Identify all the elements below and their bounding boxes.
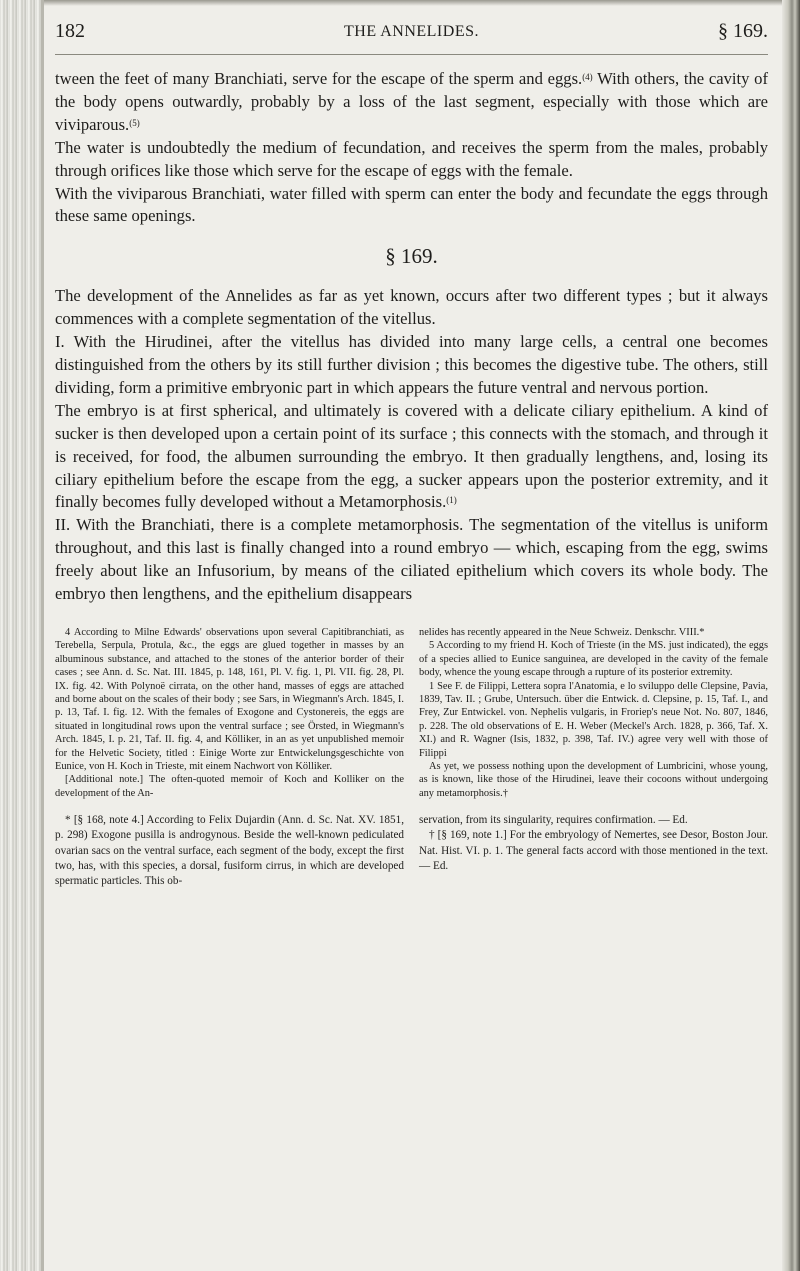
paragraph: II. With the Branchiati, there is a complete metamorphosis. The segmentation of the vitellus is uniform throughout, and this last is finally changed into a round embryo — which, escaping from the egg, swims freely about like an Infusorium, by means of the ciliated epithelium which covers its whole body. The embryo then lengthens, and the epithelium disappears: [55, 515, 768, 604]
running-title: THE ANNELIDES.: [344, 23, 479, 40]
footnote: [Additional note.] The often-quoted memoir of Koch and Kolliker on the development of the An-: [55, 774, 404, 799]
book-binding-edge: [0, 0, 44, 1271]
section-heading: § 169.: [385, 244, 438, 269]
editor-note-continuation: servation, from its singularity, requires confirmation. — Ed.: [419, 814, 688, 827]
footnote-ref: (5): [129, 117, 140, 128]
main-text: [55, 68, 768, 606]
footnote: 4 According to Milne Edwards' observations upon several Capitibranchiati, as Terebella, Serpula, Protula, &c., the eggs are glued together in masses by an albuminous substance, and attached to the stones of the anterior border of their cases ; see Ann. d. Sc. Nat. III. 1845, p. 148, 161, Pl. V. fig. 1, Pl. VII. fig. 28, Pl. IX. fig. 42. With Polynoë cirrata, on the other hand, masses of eggs are attached and borne about on the scales of their body ; see Sars, in Wiegmann's Arch. 1845, I. p. 13, Taf. I. fig. 12. With the females of Exogone and Cystonereis, the eggs are situated in longitudinal rows upon the ventral surface ; see Örsted, in Wiegmann's Arch. 1845, I. p. 21, Taf. II. fig. 4, and Kölliker, in an as yet unpublished memoir for the Helvetic Society, titled : Einige Worte zur Entwickelungsgeschichte von Eunice, von H. Koch in Trieste, mit einem Nachwort von Kölliker.: [55, 626, 404, 772]
page-number: 182: [55, 20, 85, 42]
paragraph: I. With the Hirudinei, after the vitellus has divided into many large cells, a central one becomes distinguished from the others by its still further division ; this becomes the digestive tube. The others, still dividing, form a primitive embryonic part in which appears the future ventral and nervous portion.: [55, 332, 768, 397]
page-header: [55, 20, 768, 55]
footnote-column-right: [419, 626, 768, 800]
section-reference: § 169.: [718, 20, 768, 42]
footnote-ref: (4): [582, 72, 593, 82]
editor-note-column-right: [419, 813, 768, 889]
footnote: 5 According to my friend H. Koch of Trieste (in the MS. just indicated), the eggs of a species allied to Eunice sanguinea, are developed in the cavity of the female body, whence the young escape through a rupture of its posterior extremity.: [419, 640, 768, 679]
page-top-shadow: [44, 0, 782, 6]
footnote-ref: (1): [446, 495, 457, 506]
footnote-column-left: [55, 626, 404, 800]
footnote: 1 See F. de Filippi, Lettera sopra l'Anatomia, e lo sviluppo delle Clepsine, Pavia, 1839, Tav. II. ; Grube, Untersuch. über die Entwick. d. Clepsine, p. 15, Taf. I., and Frey, Zur Entwickel. von. Nephelis vulgaris, in Froriep's neue Not. No. 807, 1846, p. 228. The old observations of E. H. Weber (Meckel's Arch. 1828, p. 366, Taf. X. XI.) and R. Wagner (Isis, 1832, p. 398, Taf. IV.) agree very well with those of Filippi: [419, 680, 768, 759]
author-footnotes: [55, 626, 768, 800]
editor-note-column-left: [55, 813, 404, 889]
footnote: As yet, we possess nothing upon the development of Lumbricini, whose young, as is known, like those of the Hirudinei, leave their cocoons without undergoing any metamorphosis.†: [419, 761, 768, 799]
page-right-edge: [782, 0, 800, 1271]
paragraph: The embryo is at first spherical, and ultimately is covered with a delicate ciliary epithelium. A kind of sucker is then developed upon a certain point of its surface ; this connects with the stomach, and through it is received, for food, the albumen surrounding the embryo. It then gradually lengthens, and, losing its ciliary epithelium before the escape from the egg, a sucker appears upon the posterior extremity, and it finally becomes fully developed without a Metamorphosis.$^{(1)}$: [55, 400, 768, 512]
editor-notes: [55, 813, 768, 889]
editor-note: † [§ 169, note 1.] For the embryology of Nemertes, see Desor, Boston Jour. Nat. Hist. VI. p. 1. The general facts accord with those mentioned in the text. — Ed.: [419, 829, 768, 872]
book-page: [55, 20, 768, 889]
paragraph: The development of the Annelides as far as yet known, occurs after two different types ; but it always commences with a complete segmentation of the vitellus.: [55, 286, 768, 329]
paragraph: The water is undoubtedly the medium of fecundation, and receives the sperm from the males, probably through orifices like those which serve for the escape of eggs with the female.: [55, 137, 768, 180]
paragraph: tween the feet of many Branchiati, serve for the escape of the sperm and eggs.$^{(4)}$ With others, the cavity of the body opens outwardly, probably by a loss of the last segment, especially with those which are viviparous.$^{(5)}$: [55, 69, 768, 134]
footnote-continuation: nelides has recently appeared in the Neue Schweiz. Denkschr. VIII.*: [419, 626, 705, 638]
editor-note: * [§ 168, note 4.] According to Felix Dujardin (Ann. d. Sc. Nat. XV. 1851, p. 298) Exogone pusilla is androgynous. Beside the well-known pediculated ovarian sacs on the ventral surface, each segment of the body, except the first two, has, with this species, a dorsal, fusiform cirrus, in which are developed spermatic particles. This ob-: [55, 814, 404, 888]
paragraph: With the viviparous Branchiati, water filled with sperm can enter the body and fecundate the eggs through these same openings.: [55, 183, 768, 226]
